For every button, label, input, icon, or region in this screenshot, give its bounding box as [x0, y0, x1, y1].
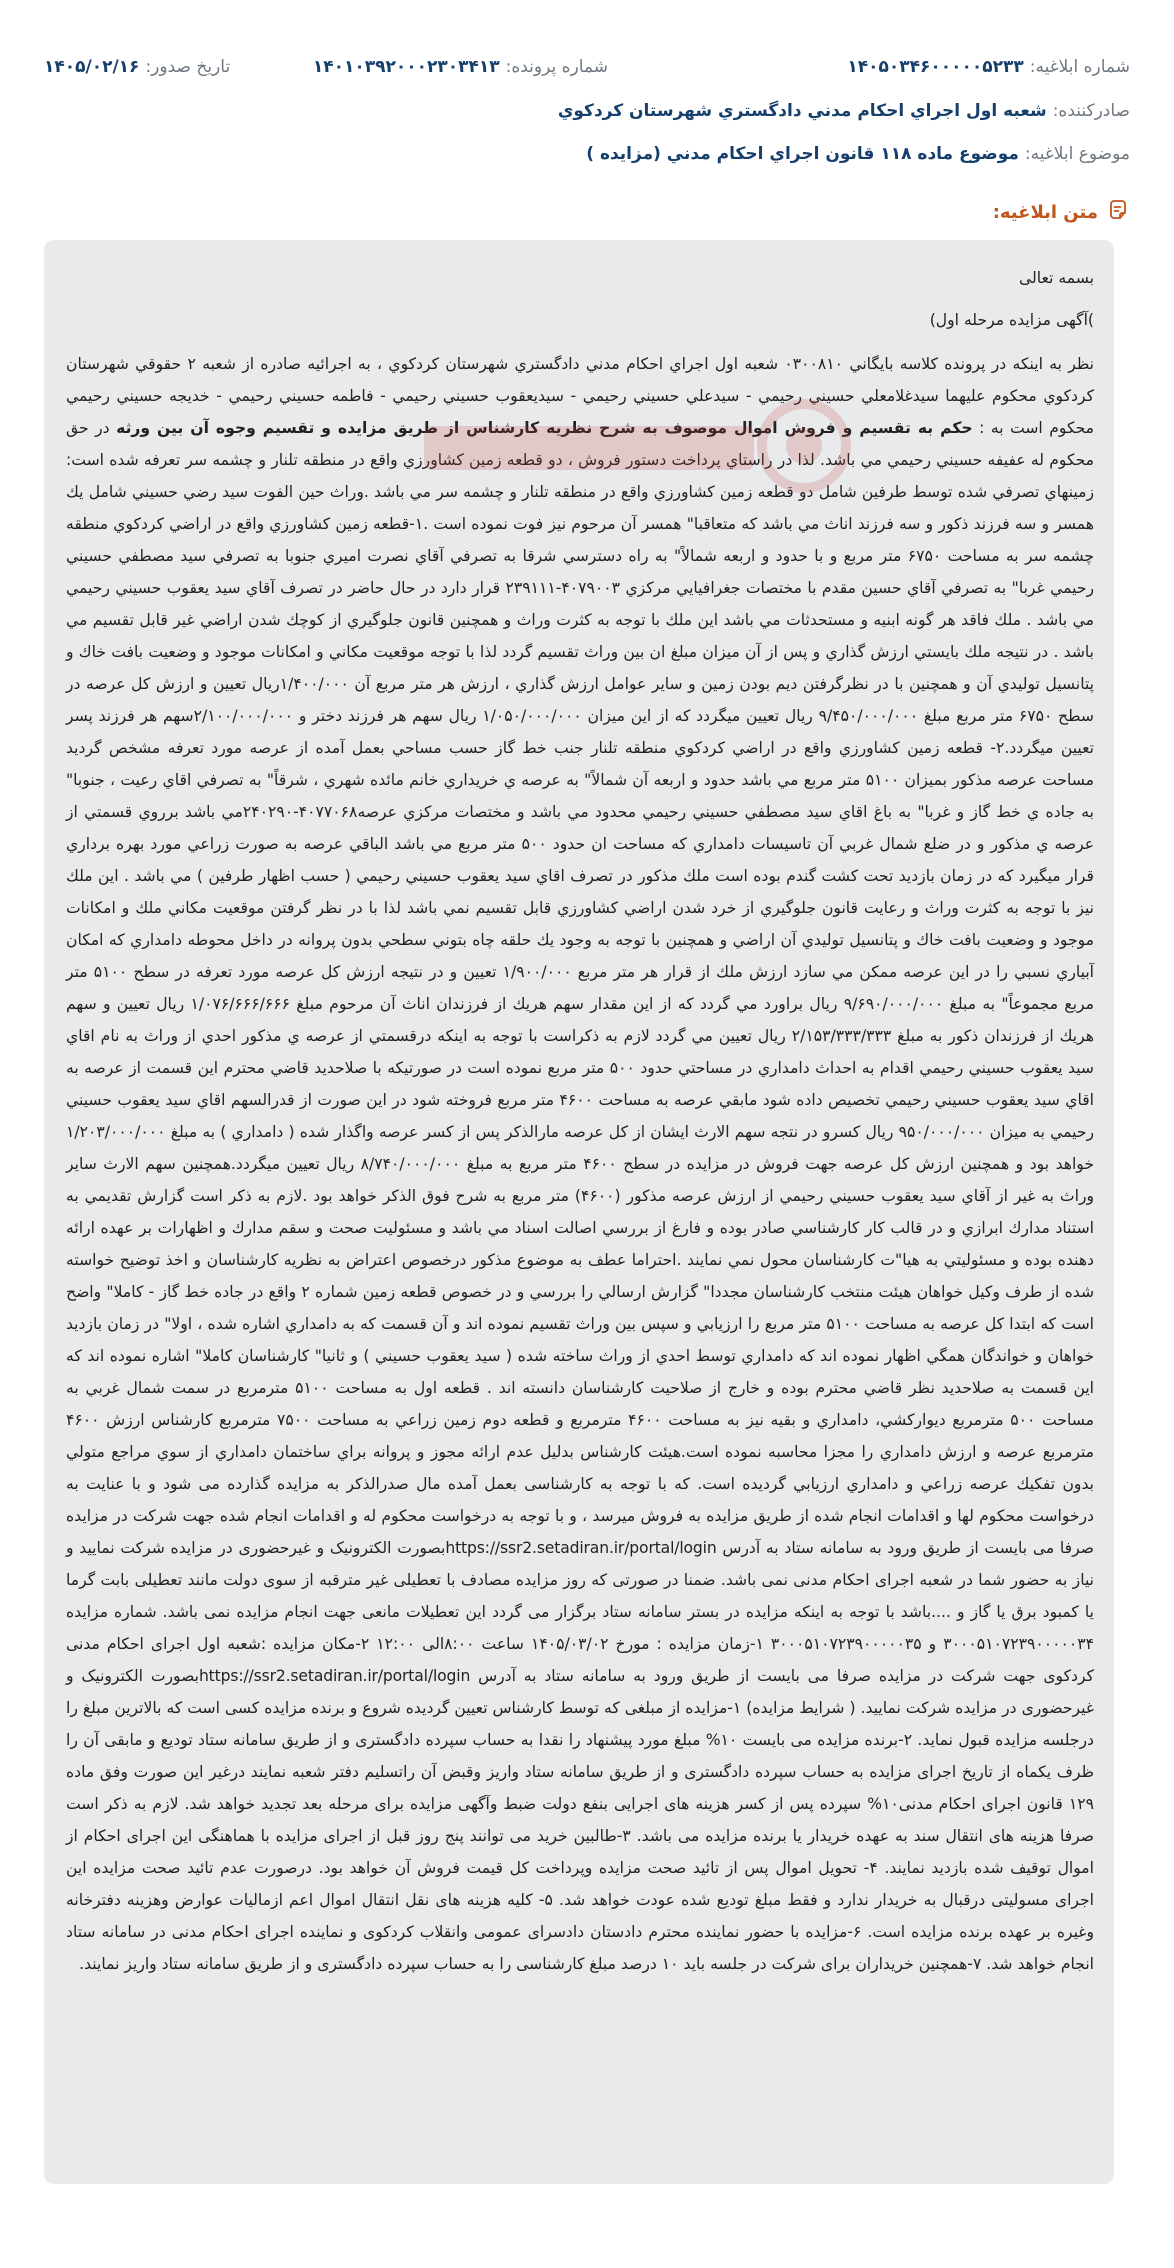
case-number-field	[313, 57, 608, 77]
subject-row	[44, 139, 1130, 169]
body-text-post: در حق محكوم له عفيفه حسيني رحيمي مي باشد. لذا در راستاي پرداخت دستور فروش ، دو قطعه زمين كشاورزي واقع در منطقه تلنار و چشمه سر تعرفه شده است: زمينهاي تصرفي شده توسط طرفين شامل دو قطعه زمين كشاورزي واقع در منطقه تلنار و چشمه سر مي باشد .وراث حين الفوت سيد رضي حسيني شامل يك همسر و سه فرزند ذكور و سه فرزند اناث مي باشد كه متعاقبا" همسر آن مرحوم نيز فوت نموده است .۱-قطعه زمين كشاورزي واقع در اراضي كردكوي منطقه چشمه سر به مساحت ۶۷۵۰ متر مربع و با حدود و اربعه شمالاً" به راه دسترسي شرقا به تصرفي آقاي نصرت اميري جنوبا به تصرفي سيد مصطفي حسيني رحيمي غربا" به تصرفي آقاي حسين مقدم با مختصات جغرافيايي مركزي ۴۰۷۹۰۰۳-۲۳۹۱۱۱ قرار دارد در حال حاضر در تصرف آقاي سيد يعقوب حسيني رحيمي مي باشد . ملك فاقد هر گونه ابنيه و مستحدثات مي باشد اين ملك با توجه به كثرت وراث و همچنين قانون جلوگيري از كوچك شدن اراضي غير قابل تقسيم مي باشد . در نتيجه ملك بايستي ارزش گذاري و پس از آن ميزان مبلغ ان بين وراث تقسيم گردد لذا با توجه موقعيت مكاني و امكانات موجود و وضعيت بافت خاك و پتانسيل توليدي آن و همچنين با در نظرگرفتن ديم بودن زمين و ساير عوامل ارزش گذاري ، ارزش هر متر مربع آن ۱/۴۰۰/۰۰۰ريال تعيين و ارزش كل عرصه در سطح ۶۷۵۰ متر مربع مبلغ ۹/۴۵۰/۰۰۰/۰۰۰ ريال تعيين ميگردد كه از اين ميزان ۱/۰۵۰/۰۰۰/۰۰۰ ريال سهم هر فرزند دختر و ۲/۱۰۰/۰۰۰/۰۰۰سهم هر فرزند پسر تعيين ميگردد.۲- قطعه زمين كشاورزي واقع در اراضي كردكوي منطقه تلنار جنب خط گاز حسب مساحي بعمل آمده از عرصه مورد تعرفه مشخص گرديد مساحت عرصه مذكور بميزان ۵۱۰۰ متر مربع مي باشد حدود و اربعه آن شمالاً" به عرصه ي خريداري خانم مائده شهري ، شرقاً" به تصرفي اقاي رعيت ، جنوبا" به جاده ي خط گاز و غربا" به باغ اقاي سيد مصطفي حسيني رحيمي محدود مي باشد و مختصات مركزي عرصه۴۰۷۷۰۶۸-۲۴۰۲۹۰مي باشد برروي قسمتي از عرصه ي مذكور و در ضلع شمال غربي آن تاسيسات دامداري كه مساحت ان حدود ۵۰۰ متر مربع مي باشد الباقي عرصه به صورت زراعي مورد بهره برداري قرار ميگيرد كه در زمان بازديد تحت كشت گندم بوده است ملك مذكور در تصرف اقاي سيد يعقوب حسيني رحيمي ( حسب اظهار طرفين ) مي باشد . اين ملك نيز با توجه به كثرت وراث و رعايت قانون جلوگيري از خرد شدن اراضي كشاورزي قابل تقسيم نمي باشد لذا با در نظر گرفتن موقعيت مكاني ملك و امكانات موجود و وضعيت بافت خاك و پتانسيل توليدي آن اراضي و همچنين با توجه به وجود يك حلقه چاه بتوني سطحي بدون پروانه در داخل محوطه دامداري كه امكان آبياري نسبي را در اين عرصه ممكن مي سازد ارزش ملك از قرار هر متر مربع ۱/۹۰۰/۰۰۰ تعيين و در نتيجه ارزش كل عرصه مورد تعرفه در سطح ۵۱۰۰ متر مربع مجموعاً" به مبلغ ۹/۶۹۰/۰۰۰/۰۰۰ ريال براورد مي گردد كه از اين مقدار سهم هريك از فرزندان اناث آن مرحوم مبلغ ۱/۰۷۶/۶۶۶/۶۶۶ ريال تعيين و سهم هريك از فرزندان ذكور به مبلغ ۲/۱۵۳/۳۳۳/۳۳۳ ريال تعيين مي گردد لازم به ذكراست با توجه به اينكه درقسمتي از عرصه ي مذكور احدي از وراث به نام اقاي سيد يعقوب حسيني رحيمي اقدام به احداث دامداري در مساحتي حدود ۵۰۰ متر مربع نموده است در صورتيكه با صلاحديد قاضي محترم اين قسمت از عرصه به اقاي سيد يعقوب حسيني رحيمي تخصيص داده شود مابقي عرصه به مساحت ۴۶۰۰ متر مربع فروخته شود در اين صورت از قدرالسهم اقاي سيد يعقوب حسيني رحيمي به ميزان ۹۵۰/۰۰۰/۰۰۰ ريال كسرو در نتجه سهم الارث ايشان از كل عرصه مارالذكر پس از كسر عرصه واگذار شده ( دامداري ) به مبلغ ۱/۲۰۳/۰۰۰/۰۰۰ خواهد بود و همچنين ارزش كل عرصه جهت فروش در مزايده در سطح ۴۶۰۰ متر مربع به مبلغ ۸/۷۴۰/۰۰۰/۰۰۰ ريال تعيين ميگردد.همچنين سهم الارث ساير وراث به غير از آقاي سيد يعقوب حسيني رحيمي از ارزش عرصه مذكور (۴۶۰۰) متر مربع به شرح فوق الذكر خواهد بود .لازم به ذكر است گزارش تقديمي به استناد مدارك ابرازي و در قالب كار كارشناسي صادر بوده و فارغ از بررسي اصالت اسناد مي باشد و مسئوليت صحت و سقم مدارك و اظهارات بر عهده ارائه دهنده بوده و مسئوليتي به هيا"ت كارشناسان محول نمي نمايند .احتراما عطف به موضوع مذكور درخصوص اعتراض به نظريه كارشناسان و اخذ توضيح خواسته شده از طرف وكيل خواهان هيئت منتخب كارشناسان مجددا" گزارش ارسالي را بررسي و در خصوص قطعه زمين شماره ۲ واقع در جاده خط گاز - كاملا" واضح است كه ابتدا كل عرصه به مساحت ۵۱۰۰ متر مربع را ارزيابي و سپس بين وراث تقسيم نموده اند و آن قسمت كه به دامداري اشاره شده ، اولا" در زمان بازديد خواهان و خواندگان همگي اظهار نموده اند كه دامداري توسط احدي از وراث ساخته شده ( سيد يعقوب حسيني ) و ثانيا" كارشناسان كاملا" اشاره نموده اند كه اين قسمت به صلاحديد نظر قاضي محترم بوده و خارج از صلاحيت كارشناسان دانسته اند . قطعه اول به مساحت ۵۱۰۰ مترمربع در سمت شمال غربي به مساحت ۵۰۰ مترمربع ديواركشي، دامداري و بقيه نيز به مساحت ۴۶۰۰ مترمربع و قطعه دوم زمين زراعي به مساحت ۷۵۰۰ مترمربع كارشناس ارزش ۴۶۰۰ مترمربع عرصه و ارزش دامداري را مجزا محاسبه نموده است.هيئت كارشناس بدليل عدم ارائه مجوز و پروانه براي ساختمان دامداري از سوي مراجع متولي بدون تفكيك عرصه زراعي و دامداري ارزيابي گرديده است. كه با توجه به كارشناسی بعمل آمده مال صدرالذکر به مزايده گذارده می شود و با عنايت به درخواست محکوم لها و اقدامات انجام شده از طريق مزايده به فروش ميرسد ، و با توجه به درخواست محکوم له و اقدامات انجام شده جهت شرکت در مزايده صرفا می بايست از طريق ورود به سامانه ستاد به آدرس https://ssr2.setadiran.ir/portal/loginبصورت الکترونيک و غيرحضوری در مزايده شرکت نماييد و نياز به حضور شما در شعبه اجرای احکام مدنی نمی باشد. ضمنا در صورتی که روز مزايده مصادف با تعطيلی غير مترقبه از سوی دولت مانند تعطيلی بابت گرما يا کمبود برق يا گاز و ....باشد با توجه به اينکه مزايده در بستر سامانه ستاد برگزار می گردد اين تعطيلات مانعی جهت انجام مزايده نمی باشد. شماره مزايده ۳۰۰۰۵۱۰۷۲۳۹۰۰۰۰۰۳۴ و ۳۰۰۰۵۱۰۷۲۳۹۰۰۰۰۰۳۵ ۱-زمان مزايده : مورخ ۱۴۰۵/۰۳/۰۲ ساعت ۸:۰۰الی ۱۲:۰۰ ۲-مکان مزايده :شعبه اول اجرای احکام مدنی کردکوی جهت شرکت در مزايده صرفا می بايست از طريق ورود به سامانه ستاد به آدرس https://ssr2.setadiran.ir/portal/loginبصورت الکترونيک و غيرحضوری در مزايده شرکت نماييد. ( شرايط مزايده) ۱-مزايده از مبلغی که توسط کارشناس تعيين گرديده شروع و برنده مزايده کسی است که بالاترين مبلغ را درجلسه مزايده قبول نمايد. ۲-برنده مزايده می بايست ۱۰% مبلغ مورد پيشنهاد را نقدا به حساب سپرده دادگستری و از طريق سامانه ستاد توديع و مابقی آن را ظرف يکماه از تاريخ اجرای مزايده به حساب سپرده دادگستری و از طريق سامانه ستاد واريز وقبض آن راتسليم دفتر شعبه نمايند درغير اين صورت وفق ماده ۱۲۹ قانون اجرای احکام مدنی۱۰% سپرده پس از کسر هزينه های اجرايی بنفع دولت ضبط وآگهی مزايده برای مرحله بعد تجديد خواهد شد. لازم به ذکر است صرفا هزينه های انتقال سند به عهده خريدار يا برنده مزايده می باشد. ۳-طالبين خريد می توانند پنج روز قبل از اجرای مزايده با هماهنگی اين اجرای احکام از اموال توقيف شده بازديد نمايند. ۴- تحويل اموال پس از تائيد صحت مزايده وپرداخت کل قيمت فروش آن خواهد بود. درصورت عدم تائيد صحت مزايده اين اجرای مسوليتی درقبال به خريدار ندارد و فقط مبلغ توديع شده عودت خواهد شد. ۵- کليه هزينه های نقل انتقال اموال اعم ازماليات عوارض وهزينه دفترخانه وغيره بر عهده برنده مزايده است. ۶-مزايده با حضور نماينده محترم دادستان دادسرای عمومی وانقلاب کردکوی و نماينده اجرای احکام مدنی در سامانه ستاد انجام خواهد شد. ۷-همچنين خريداران برای شرکت در جلسه بايد ۱۰ درصد مبلغ کارشناسی را به حساب سپرده دادگستری و از طريق سامانه ستاد واريز نمايند.	[66, 419, 1095, 1973]
header-row-ids	[44, 52, 1130, 82]
subject-label: موضوع ابلاغيه:	[1024, 144, 1130, 164]
notice-number-value: ۱۴۰۵۰۳۴۶۰۰۰۰۰۵۲۳۳	[847, 57, 1024, 77]
section-title: متن ابلاغيه:	[992, 201, 1098, 223]
body-text-bold: حكم به تقسيم و فروش اموال موصوف به شرح نظريه كارشناس از طريق مزايده و تقسيم وجوه آن بين ورثه	[116, 419, 973, 437]
notice-content-box	[44, 240, 1114, 2184]
document-edit-icon	[1098, 198, 1130, 227]
issuer-value: شعبه اول اجراي احكام مدني دادگستري شهرستان كردكوي	[557, 101, 1047, 121]
case-number-value: ۱۴۰۱۰۳۹۲۰۰۰۲۳۰۳۴۱۳	[312, 57, 500, 77]
opening-line: بسمه تعالی	[1019, 269, 1094, 287]
notice-number-field	[847, 57, 1130, 77]
issue-date-field	[44, 57, 230, 77]
issuer-label: صادرکننده:	[1052, 101, 1130, 121]
body-text-pre: نظر به اينكه در پرونده كلاسه بايگاني ۰۳۰۰۸۱۰ شعبه اول اجراي احكام مدني دادگستري شهرستان كردكوي ، به اجرائيه صادره از شعبه ۲ حقوقي شهرستان كردكوي محكوم عليهما سيدغلامعلي حسيني رحيمي - سيدعلي حسيني رحيمي - سيديعقوب حسيني رحيمي - فاطمه حسيني رحيمي - خديجه حسيني رحيمي محكوم است به :	[66, 355, 1094, 437]
auction-stage-title: )آگهی مزایده مرحله اول)	[929, 311, 1094, 329]
case-number-label: شماره پرونده:	[505, 57, 608, 77]
issue-date-label: تاريخ صدور:	[145, 57, 231, 77]
section-heading	[993, 196, 1130, 228]
subject-value: موضوع ماده ۱۱۸ قانون اجراي احكام مدني (مزايده )	[586, 144, 1019, 164]
notice-content	[44, 240, 1114, 1980]
notice-number-label: شماره ابلاغيه:	[1029, 57, 1130, 77]
issue-date-value: ۱۴۰۵/۰۲/۱۶	[44, 57, 140, 77]
notice-body	[66, 348, 1094, 1980]
issuer-row	[44, 96, 1130, 126]
